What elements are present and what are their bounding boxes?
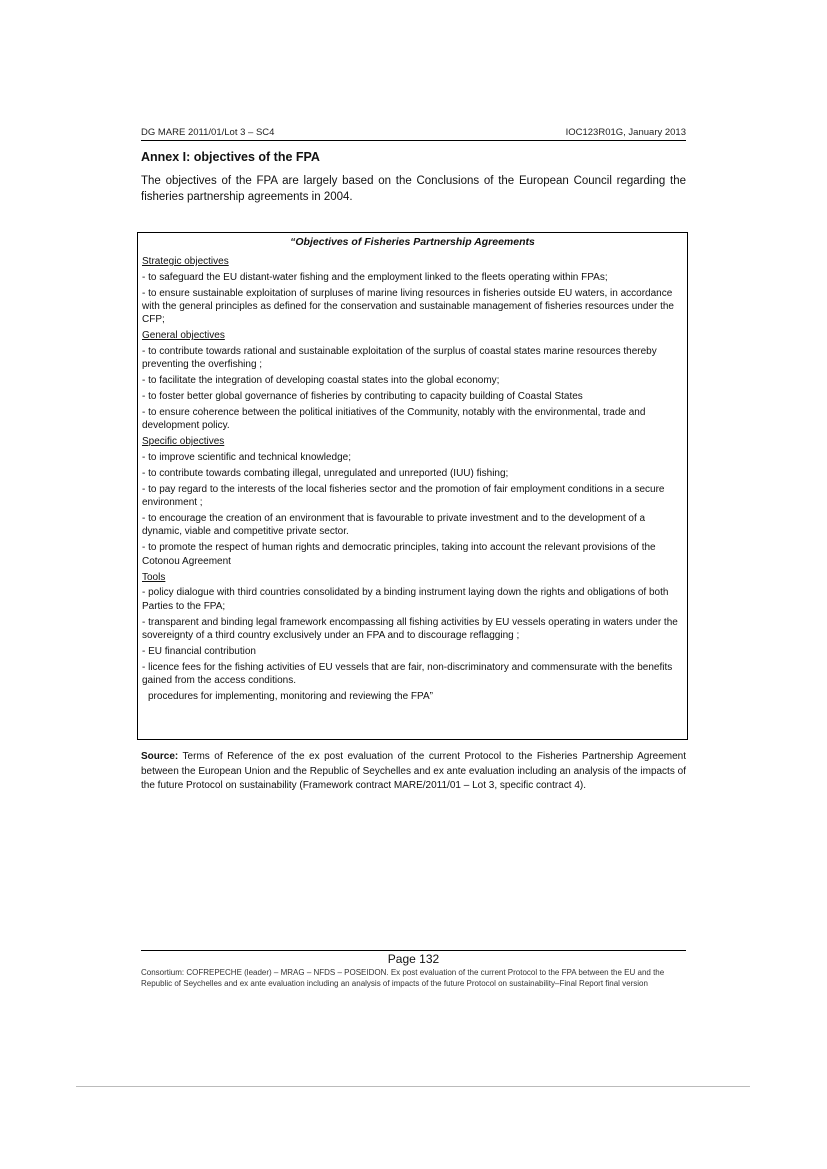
list-item: - transparent and binding legal framework encompassing all fishing activities by EU vessels operating in waters under the sovereignty of a third country exclusively under an FPA and to discourage reflagging ;: [142, 616, 678, 641]
list-item: - policy dialogue with third countries consolidated by a binding instrument laying down the rights and obligations of both Parties to the FPA;: [142, 587, 669, 612]
list-item: - to promote the respect of human rights and democratic principles, taking into account the relevant provisions of the Cotonou Agreement: [142, 542, 656, 567]
list-item: - to contribute towards rational and sustainable exploitation of the surplus of coastal states marine resources thereby preventing the overfishing ;: [142, 346, 657, 371]
list-item: - EU financial contribution: [142, 645, 256, 657]
footer-text: Consortium: COFREPECHE (leader) – MRAG – NFDS – POSEIDON. Ex post evaluation of the current Protocol to the FPA between the EU and the Republic of Seychelles and ex ante evaluation including an analysis of impacts of the future Protocol on sustainability–Final Report final version: [141, 968, 665, 988]
annex-title: Annex I: objectives of the FPA: [141, 150, 320, 164]
closing-line: procedures for implementing, monitoring and reviewing the FPA”: [148, 690, 433, 702]
header-left: DG MARE 2011/01/Lot 3 – SC4: [141, 127, 275, 138]
box-title: “Objectives of Fisheries Partnership Agreements: [290, 236, 535, 248]
list-item: - to contribute towards combating illegal, unregulated and unreported (IUU) fishing;: [142, 468, 509, 480]
objectives-box: [137, 232, 688, 740]
list-item: - to encourage the creation of an environment that is favourable to private investment and to the development of a dynamic, viable and competitive private sector.: [142, 513, 646, 538]
page-number: Page 132: [387, 952, 440, 966]
footer-divider: [141, 950, 686, 951]
box-content: [142, 255, 685, 706]
source-note: [141, 750, 686, 794]
list-item: - to foster better global governance of fisheries by contributing to capacity building of Coastal States: [142, 391, 583, 403]
section-heading: Tools: [142, 571, 166, 583]
list-item: - to safeguard the EU distant-water fishing and the employment linked to the fleets operating within FPAs;: [142, 271, 608, 283]
intro-paragraph: The objectives of the FPA are largely based on the Conclusions of the European Council regarding the fisheries partnership agreements in 2004.: [141, 175, 686, 203]
section-heading: General objectives: [142, 330, 225, 342]
source-text: Terms of Reference of the ex post evaluation of the current Protocol to the Fisheries Partnership Agreement between the European Union and the Republic of Seychelles and ex ante evaluation including an analysis of the impacts of the future Protocol on sustainability (Framework contract MARE/2011/01 – Lot 3, specific contract 4).: [141, 751, 686, 791]
source-label: Source:: [141, 751, 179, 762]
section-heading: Specific objectives: [142, 436, 225, 448]
list-item: - to pay regard to the interests of the local fisheries sector and the promotion of fair employment conditions in a secure environment ;: [142, 483, 665, 509]
list-item: - to facilitate the integration of developing coastal states into the global economy;: [142, 375, 500, 387]
list-item: - to improve scientific and technical knowledge;: [142, 452, 351, 464]
header-right: IOC123R01G, January 2013: [565, 127, 686, 138]
list-item: - to ensure sustainable exploitation of surpluses of marine living resources in fisheries outside EU waters, in accordance with the general principles as defined for the conservation and sustainable management of fisheries resources under the CFP;: [142, 287, 674, 326]
header-divider: [141, 140, 686, 141]
section-heading: Strategic objectives: [142, 256, 229, 267]
list-item: - to ensure coherence between the political initiatives of the Community, notably with the environmental, trade and development policy.: [142, 407, 646, 432]
page-bottom-divider: [76, 1086, 750, 1087]
list-item: - licence fees for the fishing activities of EU vessels that are fair, non-discriminatory and commensurate with the benefits gained from the access conditions.: [142, 661, 673, 686]
